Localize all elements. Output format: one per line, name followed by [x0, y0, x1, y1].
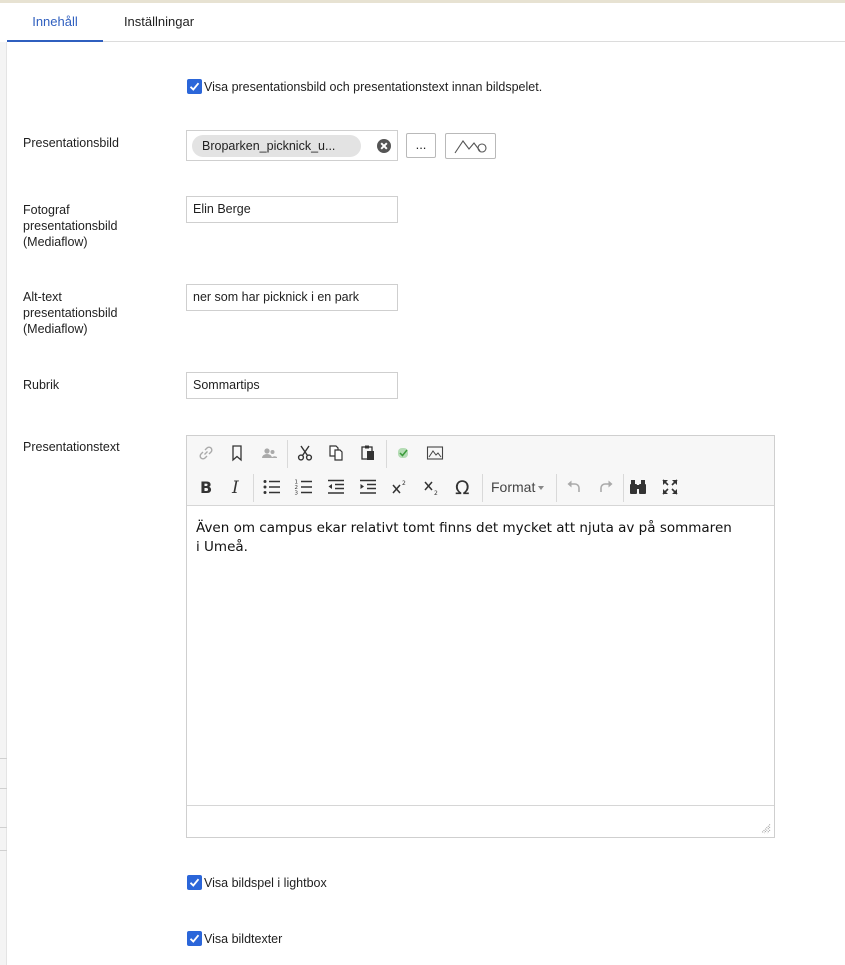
superscript-icon[interactable] — [387, 474, 413, 500]
svg-text:Ω: Ω — [455, 477, 470, 497]
browse-button[interactable]: ... — [406, 133, 436, 158]
heading-label: Rubrik — [23, 378, 60, 392]
photographer-label: Fotograf presentationsbild (Mediaflow) — [23, 203, 118, 249]
tab-installningar[interactable]: Inställningar — [123, 14, 195, 29]
italic-icon[interactable] — [224, 474, 250, 500]
presentation-text-label: Presentationstext — [23, 440, 120, 454]
presentation-image-picker — [186, 130, 398, 161]
left-panel-edge — [0, 42, 7, 965]
svg-text:2: 2 — [402, 480, 406, 487]
svg-text:1: 1 — [294, 479, 298, 486]
outdent-icon[interactable] — [323, 474, 349, 500]
presentation-image-label: Presentationsbild — [23, 136, 119, 150]
lightbox-checkbox[interactable] — [187, 875, 202, 890]
spellcheck-icon[interactable] — [390, 440, 416, 466]
tab-innehall[interactable]: Innehåll — [7, 3, 103, 41]
remove-file-icon[interactable] — [377, 139, 391, 153]
indent-icon[interactable] — [355, 474, 381, 500]
caret-down-icon — [538, 486, 544, 490]
captions-label: Visa bildtexter — [204, 932, 283, 946]
bulleted-list-icon[interactable] — [259, 474, 285, 500]
svg-text:B: B — [200, 478, 213, 496]
link-icon[interactable] — [193, 440, 219, 466]
alt-text-input[interactable]: ner som har picknick i en park — [186, 284, 398, 311]
selected-file-pill: Broparken_picknick_u... — [192, 135, 361, 157]
show-presentation-checkbox[interactable] — [187, 79, 202, 94]
people-icon[interactable] — [256, 440, 282, 466]
svg-text:2: 2 — [294, 485, 298, 491]
rich-text-editor — [186, 435, 775, 838]
format-dropdown[interactable]: Format — [485, 474, 555, 500]
cut-icon[interactable] — [292, 440, 318, 466]
image-preview-button[interactable] — [445, 133, 496, 159]
maximize-icon[interactable] — [657, 474, 683, 500]
redo-icon[interactable] — [593, 474, 619, 500]
editor-toolbar — [187, 436, 774, 506]
check-icon — [189, 81, 200, 92]
find-icon[interactable] — [625, 474, 651, 500]
bold-icon[interactable] — [192, 474, 218, 500]
omega-icon[interactable] — [450, 474, 476, 500]
alt-text-label: Alt-text presentationsbild (Mediaflow) — [23, 290, 118, 336]
lightbox-label: Visa bildspel i lightbox — [204, 876, 327, 890]
undo-icon[interactable] — [561, 474, 587, 500]
svg-text:3: 3 — [294, 490, 298, 496]
image-icon[interactable] — [422, 440, 448, 466]
numbered-list-icon[interactable] — [291, 474, 317, 500]
show-presentation-label: Visa presentationsbild och presentationstext innan bildspelet. — [204, 80, 543, 94]
resize-grip-icon[interactable] — [761, 824, 771, 834]
subscript-icon[interactable] — [419, 474, 445, 500]
check-icon — [189, 877, 200, 888]
anchor-icon[interactable] — [224, 440, 250, 466]
heading-input[interactable]: Sommartips — [186, 372, 398, 399]
svg-text:I: I — [232, 478, 239, 496]
svg-text:2: 2 — [434, 490, 438, 496]
editor-statusbar — [187, 805, 774, 837]
copy-icon[interactable] — [323, 440, 349, 466]
tab-bar — [7, 3, 845, 42]
check-icon — [189, 933, 200, 944]
editor-content[interactable]: Även om campus ekar relativt tomt finns det mycket att njuta av på sommaren i Umeå. — [196, 520, 732, 555]
paste-icon[interactable] — [355, 440, 381, 466]
photographer-input[interactable]: Elin Berge — [186, 196, 398, 223]
captions-checkbox[interactable] — [187, 931, 202, 946]
mountain-image-icon — [453, 137, 489, 155]
